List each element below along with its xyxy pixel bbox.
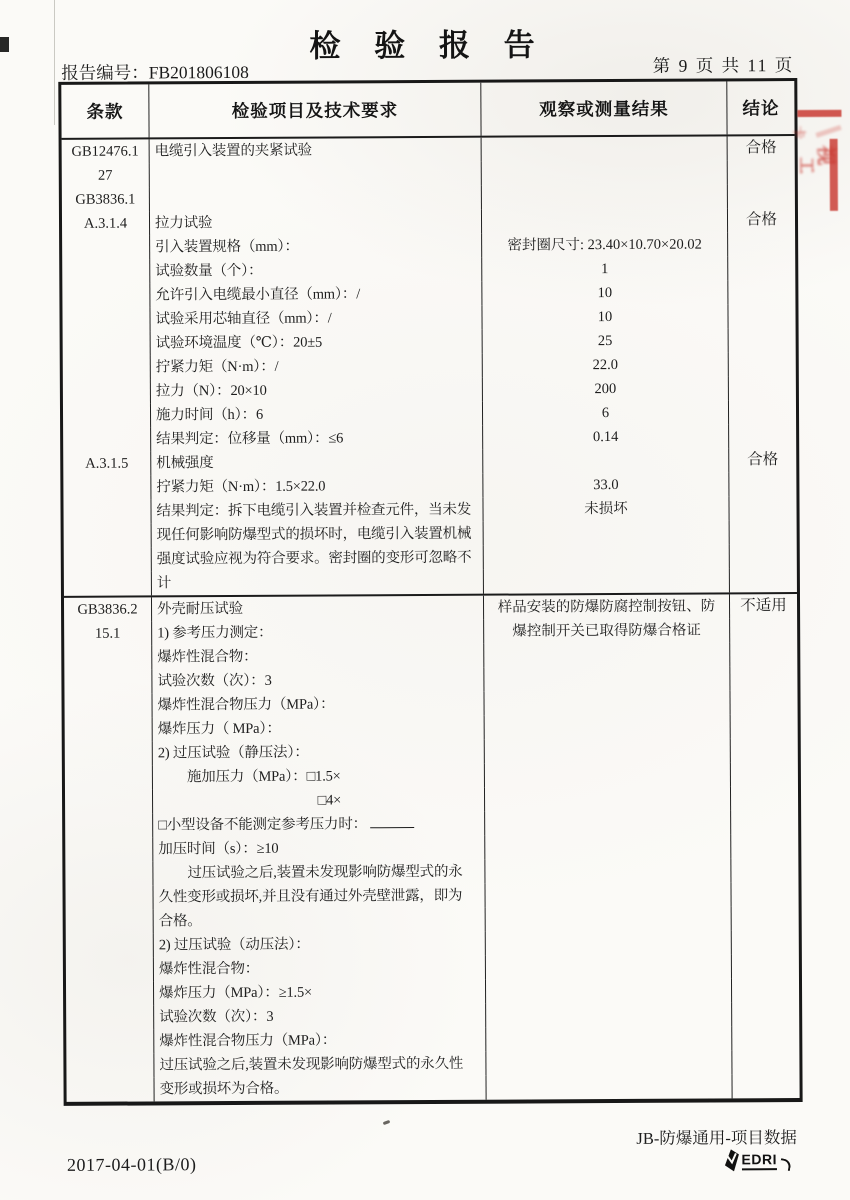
red-seal-fragment — [791, 101, 848, 241]
clause-cell — [63, 331, 151, 355]
conclusion-cell — [732, 906, 799, 930]
conclusion-cell — [729, 400, 796, 424]
result-cell — [486, 906, 732, 931]
result-cell: 200 — [483, 376, 729, 401]
conclusion-cell — [732, 1050, 799, 1074]
result-cell — [482, 160, 728, 185]
seal-bar-horizontal — [797, 110, 841, 117]
clause-cell — [66, 1029, 154, 1053]
item-cell: □4× — [153, 788, 485, 814]
item-cell: 久性变形或损坏,并且没有通过外壳壁泄露，即为 — [153, 884, 485, 910]
result-cell: 爆控制开关已取得防爆合格证 — [484, 618, 730, 643]
item-cell: 爆炸性混合物压力（MPa）： — [154, 1028, 486, 1054]
conclusion-cell: 合格 — [745, 211, 778, 229]
clause-cell — [62, 283, 150, 307]
conclusion-cell — [729, 376, 796, 400]
item-cell — [150, 186, 482, 212]
conclusion-cell — [729, 352, 796, 376]
conclusion-cell — [728, 256, 795, 280]
clause-cell — [64, 645, 152, 669]
result-cell — [484, 520, 730, 545]
clause-cell — [64, 547, 152, 571]
conclusion-cell — [732, 1074, 799, 1098]
clause-cell — [65, 837, 153, 861]
result-cell — [484, 690, 730, 715]
conclusion-cell — [731, 834, 798, 858]
result-cell — [484, 642, 730, 667]
footer-template-note: JB-防爆通用-项目数据 — [636, 1128, 797, 1148]
conclusion-cell — [728, 232, 795, 256]
item-cell: 试验次数（次）：3 — [152, 668, 484, 694]
clause-cell — [63, 499, 151, 523]
result-cell — [486, 930, 732, 955]
item-cell: 加压时间（s）：≥10 — [153, 836, 485, 862]
item-cell: 结果判定：位移量（mm）：≤6 — [151, 426, 483, 452]
seal-character-fragment: 视 — [814, 145, 837, 166]
conclusion-cell — [732, 1026, 799, 1050]
clause-cell: GB3836.2 — [64, 597, 152, 621]
conclusion-cell — [732, 930, 799, 954]
seal-character-fragment: 工 — [796, 156, 816, 175]
item-cell: 强度试验应视为符合要求。密封圈的变形可忽略不 — [152, 546, 484, 572]
result-cell — [486, 1026, 732, 1051]
scan-edge-shadow — [54, 0, 55, 125]
item-cell: 计 — [152, 570, 484, 596]
clause-cell — [63, 355, 151, 379]
sedri-logo-text: EDRI — [741, 1151, 777, 1170]
conclusion-cell — [731, 810, 798, 834]
item-cell: 爆炸性混合物压力（MPa）： — [152, 692, 484, 718]
conclusion-cell — [730, 618, 797, 642]
table-section-1 — [62, 136, 797, 596]
conclusion-cell — [731, 762, 798, 786]
result-cell — [485, 810, 731, 835]
conclusion-cell — [732, 1002, 799, 1026]
item-cell: 引入装置规格（mm）： — [150, 234, 482, 260]
item-cell: 爆炸压力（ MPa）： — [153, 716, 485, 742]
item-cell: 变形或损坏为合格。 — [154, 1076, 486, 1102]
sedri-logo — [723, 1147, 791, 1173]
clause-cell — [62, 235, 150, 259]
result-cell — [485, 882, 731, 907]
clause-cell: 27 — [62, 163, 150, 187]
result-cell — [482, 136, 728, 161]
item-cell: 现任何影响防爆型式的损坏时，电缆引入装置机械 — [152, 522, 484, 548]
header-clause: 条款 — [61, 84, 149, 137]
inspection-table — [58, 78, 802, 1106]
conclusion-cell: 不适用 — [740, 597, 787, 615]
clause-cell — [63, 379, 151, 403]
conclusion-cell — [729, 472, 796, 496]
clause-cell — [64, 693, 152, 717]
conclusion-cell — [730, 642, 797, 666]
clause-cell — [65, 885, 153, 909]
clause-cell — [63, 427, 151, 451]
result-cell: 6 — [483, 400, 729, 425]
clause-cell — [65, 765, 153, 789]
item-cell: 试验环境温度（℃）：20±5 — [151, 330, 483, 356]
clause-cell — [62, 259, 150, 283]
conclusion-cell — [732, 954, 799, 978]
result-cell — [485, 738, 731, 763]
result-cell — [485, 714, 731, 739]
page-title: 检 验 报 告 — [309, 27, 548, 64]
item-cell: 外壳耐压试验 — [152, 596, 484, 622]
result-cell: 10 — [482, 304, 728, 329]
conclusion-cell — [730, 520, 797, 544]
clause-cell — [64, 669, 152, 693]
clause-cell: A.3.1.4 — [62, 211, 150, 235]
result-cell — [482, 208, 728, 233]
item-cell: 过压试验之后,装置未发现影响防爆型式的永 — [153, 860, 485, 886]
item-cell: 试验次数（次）：3 — [154, 1004, 486, 1030]
item-cell: 爆炸压力（MPa）：≥1.5× — [154, 980, 486, 1006]
clause-cell — [66, 1053, 154, 1077]
result-cell: 未损坏 — [483, 496, 729, 521]
clause-cell — [66, 981, 154, 1005]
clause-cell — [63, 403, 151, 427]
clause-cell — [66, 957, 154, 981]
clause-cell — [65, 717, 153, 741]
conclusion-cell: 合格 — [745, 139, 777, 157]
scan-edge-mark — [0, 37, 9, 52]
item-cell: 2) 过压试验（动压法）： — [154, 932, 486, 958]
item-cell — [150, 162, 482, 188]
result-cell — [482, 184, 728, 209]
table-section-2 — [64, 592, 800, 1102]
result-cell: 0.14 — [483, 424, 729, 449]
item-cell: 拉力试验 — [150, 210, 482, 236]
conclusion-cell — [729, 496, 796, 520]
result-cell — [484, 568, 730, 593]
clause-cell — [66, 1005, 154, 1029]
page-number-info: 第 9 页 共 11 页 — [652, 55, 795, 76]
clause-cell: GB12476.1 — [62, 139, 150, 163]
result-cell: 密封圈尺寸: 23.40×10.70×20.02 — [482, 232, 728, 257]
result-cell: 25 — [483, 328, 729, 353]
item-cell: 机械强度 — [151, 450, 483, 476]
item-cell: 爆炸性混合物： — [152, 644, 484, 670]
item-cell: 爆炸性混合物： — [154, 956, 486, 982]
clause-cell — [66, 909, 154, 933]
result-cell: 10 — [482, 280, 728, 305]
result-cell — [485, 786, 731, 811]
item-cell: 过压试验之后,装置未发现影响防爆型式的永久性 — [154, 1052, 486, 1078]
clause-cell — [64, 571, 152, 595]
conclusion-cell — [728, 280, 795, 304]
sedri-logo-swoosh — [779, 1158, 792, 1171]
header-result: 观察或测量结果 — [481, 81, 727, 135]
conclusion-cell — [730, 568, 797, 592]
blank-underline — [370, 814, 414, 828]
clause-cell: A.3.1.5 — [63, 451, 151, 475]
clause-cell: 15.1 — [64, 621, 152, 645]
item-cell: 合格。 — [154, 908, 486, 934]
conclusion-cell — [730, 690, 797, 714]
result-cell: 33.0 — [483, 472, 729, 497]
item-cell: 拧紧力矩（N·m）：1.5×22.0 — [151, 474, 483, 500]
conclusion-cell — [730, 544, 797, 568]
result-cell — [483, 448, 729, 473]
sedri-logo-mark — [723, 1149, 739, 1171]
item-cell: 试验数量（个）： — [150, 258, 482, 284]
result-cell: 样品安装的防爆防腐控制按钮、防 — [484, 594, 730, 619]
conclusion-cell — [731, 858, 798, 882]
clause-cell — [63, 475, 151, 499]
result-cell — [485, 834, 731, 859]
clause-cell — [65, 789, 153, 813]
item-cell: 1) 参考压力测定： — [152, 620, 484, 646]
table-row — [66, 1074, 799, 1102]
result-cell — [486, 978, 732, 1003]
conclusion-cell — [731, 882, 798, 906]
conclusion-cell — [728, 160, 795, 184]
clause-cell — [64, 523, 152, 547]
conclusion-cell — [729, 328, 796, 352]
conclusion-cell — [730, 666, 797, 690]
conclusion-cell: 合格 — [747, 451, 779, 469]
header-conclusion: 结论 — [742, 98, 780, 119]
conclusion-cell — [729, 424, 796, 448]
clause-cell — [66, 1077, 154, 1101]
item-cell: 施力时间（h）：6 — [151, 402, 483, 428]
report-number: 报告编号：FB201806108 — [61, 61, 249, 83]
conclusion-cell — [731, 786, 798, 810]
clause-cell: GB3836.1 — [62, 187, 150, 211]
header-item: 检验项目及技术要求 — [149, 83, 481, 138]
item-cell: 试验采用芯轴直径（mm）：/ — [150, 306, 482, 332]
result-cell — [485, 858, 731, 883]
item-cell: 结果判定：拆下电缆引入装置并检查元件，当未发 — [151, 498, 483, 524]
result-cell — [486, 1002, 732, 1027]
clause-cell — [65, 861, 153, 885]
clause-cell — [62, 307, 150, 331]
conclusion-cell — [731, 738, 798, 762]
conclusion-cell — [732, 978, 799, 1002]
seal-character-fragment: 卡 — [791, 125, 807, 140]
item-cell: 2) 过压试验（静压法）： — [153, 740, 485, 766]
item-cell: 拉力（N）：20×10 — [151, 378, 483, 404]
conclusion-cell — [731, 714, 798, 738]
conclusion-cell — [728, 184, 795, 208]
clause-cell — [65, 813, 153, 837]
result-cell — [486, 1074, 732, 1099]
table-header-row — [61, 81, 794, 140]
result-cell — [484, 666, 730, 691]
conclusion-cell — [728, 304, 795, 328]
item-cell: 施加压力（MPa）：□1.5× — [153, 764, 485, 790]
clause-cell — [65, 741, 153, 765]
result-cell: 22.0 — [483, 352, 729, 377]
red-smudge — [815, 125, 841, 138]
result-cell — [486, 1050, 732, 1075]
item-cell: □小型设备不能测定参考压力时： — [153, 812, 485, 838]
result-cell: 1 — [482, 256, 728, 281]
result-cell — [486, 954, 732, 979]
result-cell — [484, 544, 730, 569]
item-cell: 拧紧力矩（N·m）：/ — [151, 354, 483, 380]
result-cell — [485, 762, 731, 787]
item-cell: 允许引入电缆最小直径（mm）：/ — [150, 282, 482, 308]
item-cell: 电缆引入装置的夹紧试验 — [150, 138, 482, 164]
footer-date: 2017-04-01(B/0) — [66, 1154, 197, 1175]
clause-cell — [66, 933, 154, 957]
